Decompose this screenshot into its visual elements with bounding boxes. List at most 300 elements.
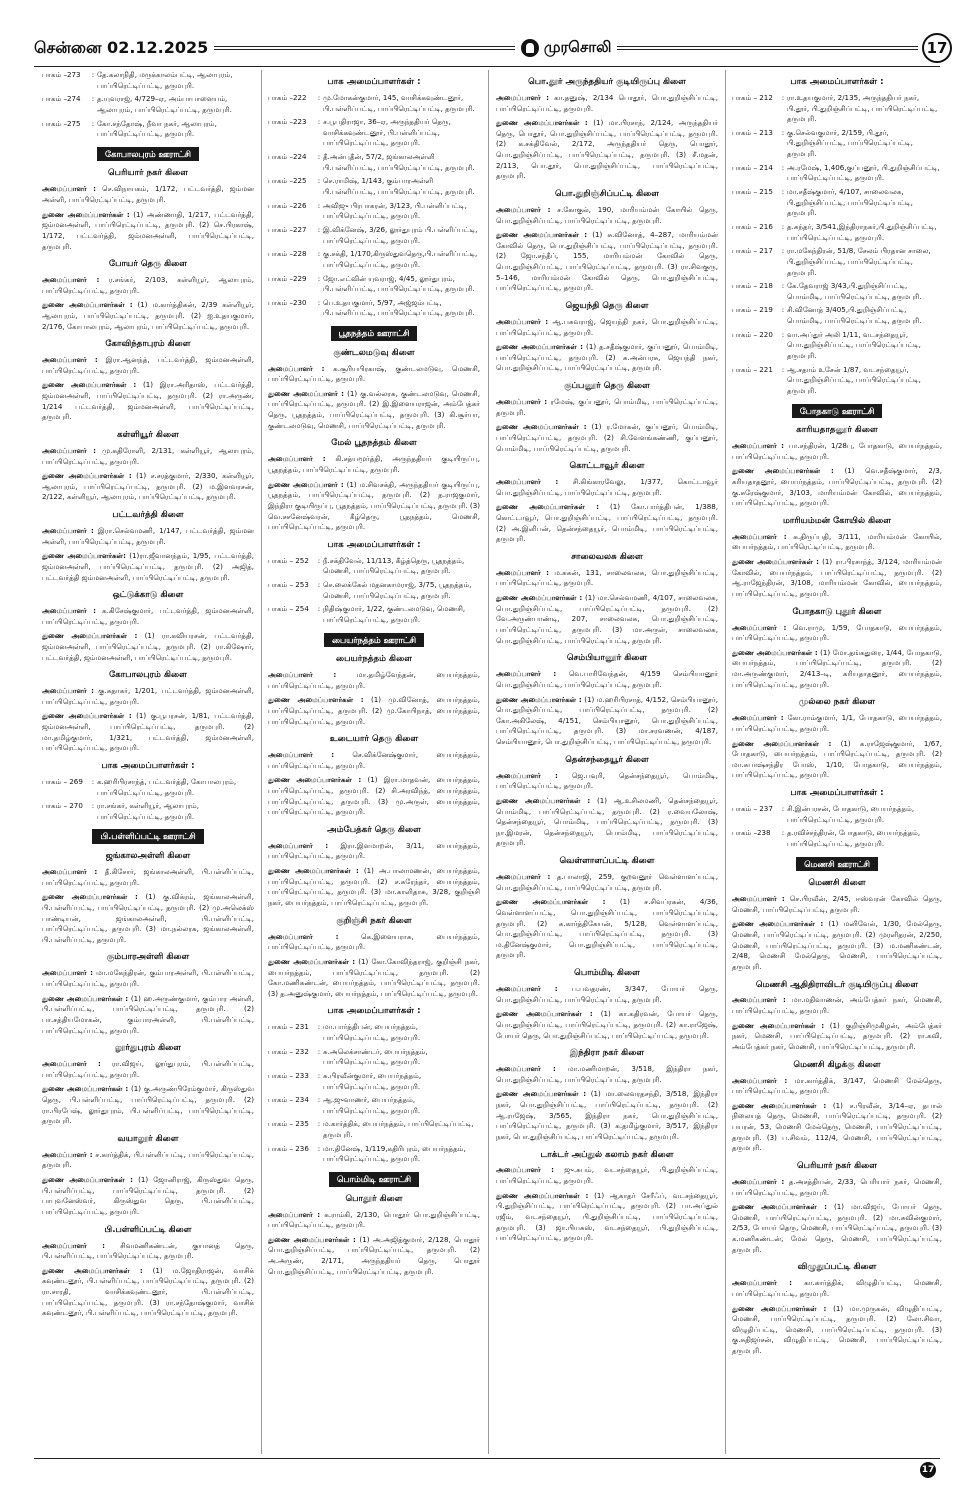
booth-organizer: மா.பார்த்திபன், பையர்நத்தம், பாப்பிரெட்டிப்பட்டி, தருமபுரி. [323,1022,421,1042]
footer-page-number: 17 [920,1462,936,1478]
organizer-details: (1) மோ.தங்கதுரை, 1/44, போதகாடு, பையர்நத்தம், பாப்பிரெட்டிப்பட்டி, தருமபுரி. (2) மா.அருண்குமார், 2/413–டி, கரியதாதனூர், பையர்நத்தம், பாப்பிரெட்டிப்பட்டி, தருமபுரி. [732,647,942,689]
booth-entry [732,281,942,302]
role-label: அமைப்பாளர் : [42,968,93,978]
organizer-details: கா.தனுஷ், 2/134 பொதூர், பொ.துறிஞ்சிப்பட்டி, பாப்பிரெட்டிப்பட்டி, தருமபுரி. [496,92,718,113]
newspaper-name: முரசொலி [543,38,612,56]
booth-entry [268,274,480,295]
organizer-entry [496,397,718,418]
colon-separator: : [317,224,321,234]
branch-heading: பி.பள்ளிப்பட்டி கிளை [104,1224,192,1235]
organizer-entry [496,669,718,690]
booth-number: பாகம் – 212 [732,92,773,102]
organizer-details: மா.தமிழ்வேந்தன், பையர்நத்தம், பாப்பிரெட்டிப்பட்டி, தருமபுரி. [268,670,480,690]
branch-heading: கோவிந்தாபுரம் கிளை [105,339,191,350]
organizer-details: சு.சூரியபிரகாஷ், குண்டலமடுவு, மெணசி, பாப்பிரெட்டிப்பட்டி, தருமபுரி. [268,363,480,384]
organizer-details: (1) மா.செல்வமணி, 4/107, சாலைவலசு, பொ.துறிஞ்சிப்பட்டி, பாப்பிரெட்டிப்பட்டி, தருமபுரி. (2) வே.அருண்பாண்டி, 207, சாலைவலசு, பொ.துறிஞ்சிப்பட்டி, பாப்பிரெட்டிப்பட்டி, தருமபுரி. (3) மா.அருள், சாலைவலசு, பொ.துறிஞ்சிப்பட்டி, பாப்பிரெட்டிப்பட்டி, தருமபுரி. [496,593,718,645]
organizer-entry [496,984,718,1005]
role-label: துணை அமைப்பாளர்கள் : [496,118,588,128]
booth-organizer: ரா.மகேந்திரன், 51/8, சேலம் பிரதான சாலை, பி.துறிஞ்சிப்பட்டி, பாப்பிரெட்டிப்பட்டி, தருமபுரி. [787,246,931,277]
role-label: துணை அமைப்பாளர்கள் : [496,1190,589,1200]
organizer-details: க.ராம்கி, 2/130, பொதூர் பொ.துறிஞ்சிப்பட்டி, பாப்பிரெட்டிப்பட்டி, தருமபுரி. [268,1209,480,1230]
organizer-details: (1) மா.பிரசாந், 2/124, அருந்ததியர் தெரு, பொதூர், பொ.துறிஞ்சிப்பட்டி, பாப்பிரெட்டிப்பட்டி, தருமபுரி. (2) க.சக்திவேல், 2/172, அருந்ததியர் தெரு, பொதூர், பொ.துறிஞ்சிப்பட்டி, பாப்பிரெட்டிப்பட்டி, தருமபுரி. (3) சீ.மதன், 2/113, பொ.தூர், பொ.துறிஞ்சிப்பட்டி, பாப்பிரெட்டிப்பட்டி, தருமபுரி. [496,118,718,181]
organizer-entry [732,466,942,509]
branch-heading: போயர் தெரு கிளை [108,259,187,270]
booth-entry [732,163,942,184]
colon-separator: : [317,1022,321,1032]
colon-separator: : [781,221,785,231]
booth-organizer: த.சுந்தர், 3/541,இந்திராநகர்,பி.துறிஞ்சிப்பட்டி, பாப்பிரெட்டிப்பட்டி, தருமபுரி. [787,221,937,242]
organizer-entry [268,364,480,385]
role-label: துணை அமைப்பாளர்கள் : [42,471,132,481]
organizer-entry [42,1175,254,1218]
colon-separator: : [317,579,321,589]
role-label: துணை அமைப்பாளர்கள் : [496,897,606,907]
role-label: அமைப்பாளர் : [42,275,100,285]
role-label: அமைப்பாளர் : [42,1059,101,1069]
organizer-entry [42,300,254,332]
organizer-entry [42,1266,254,1319]
branch-heading: காரியதாதனூர் கிளை [796,425,878,436]
organizer-details: (1) ச.சிவப்ரகன், 4/36, வெள்ளாளப்பட்டி, பொ.துறிஞ்சிப்பட்டி, பாப்பிரெட்டிப்பட்டி, தருமபுரி. (2) க.கார்த்திகேயன், 5/128, வெள்ளாளப்பட்டி, பொ.துறிஞ்சிப்பட்டி, பாப்பிரெட்டிப்பட்டி, தருமபுரி. (3) ம.தினேஷ்குமார், பொ.துறிஞ்சிப்பட்டி, பாப்பிரெட்டிப்பட்டி, தருமபுரி. [496,897,718,960]
organizer-details: சி.கிங்காரவேலு, 1/377, கொட்டாவூர் பொ.துறிஞ்சிப்பட்டி, பாப்பிரெட்டிப்பட்டி, தருமபுரி. [496,477,718,497]
role-label: அமைப்பாளர் : [732,531,787,541]
booth-entry [732,246,942,278]
rising-sun-logo-icon [521,39,539,57]
branch-heading: பெரியார் நகர் கிளை [796,1161,878,1171]
branch-heading: பொ.துறிஞ்சிப்பட்டி கிளை [554,189,660,200]
organizer-details: கு.சுதாகர், 1/201, பட்டவர்த்தி, ஜம்மனஅள்ளி, பாப்பிரெட்டிப்பட்டி, தருமபுரி. [42,686,254,706]
organizer-details: (1) வெ.சதீஷ்குமார், 2/3, கரியதாதனூர், பையர்நத்தம், பாப்பிரெட்டிப்பட்டி, தருமபுரி. (2) கு.சுரேஷ்குமார், 3/103, மாரியம்மன் கோவில், பையர்நத்தம், பாப்பிரெட்டிப்பட்டி, தருமபுரி. [732,466,942,508]
organizer-entry [732,1304,942,1357]
organizer-entry [42,551,254,583]
organizer-entry [42,526,254,547]
organizer-entry [268,866,480,909]
colon-separator: : [781,329,785,339]
booth-organizer: மு.மோகன்குமார், 145, வாசிக்கவுண்டனூர், பி.பள்ளிப்பட்டி, பாப்பிரெட்டிப்பட்டி, தருமபுரி. [323,92,475,113]
role-label: துணை அமைப்பாளர்கள் : [732,919,824,929]
colon-separator: : [91,94,95,104]
branch-heading: கள்ளியூர் கிளை [117,430,179,441]
organizer-entry [42,275,254,296]
branch-heading: கொட்டாவூர் கிளை [569,461,645,472]
branch-heading: கோபாலபுரம் கிளை [109,670,187,681]
role-label: துணை அமைப்பாளர்கள் : [42,1265,143,1275]
colon-separator: : [781,246,785,256]
panchayat-banner: கோபாலபுரம் ஊராட்சி [97,147,199,162]
organizer-details: த.பாலாஜி, 259, குறவனூர் வெள்ளாளப்பட்டி, பொ.துறிஞ்சிப்பட்டி, பாப்பிரெட்டிப்பட்டி, தருமபுரி. [496,871,718,892]
organizer-entry [42,606,254,627]
organizer-entry [42,1059,254,1080]
role-label: அமைப்பாளர் : [42,184,96,194]
role-label: அமைப்பாளர் : [496,204,551,214]
organizer-details: செ.விக்னேஷ்குமார், பையர்நத்தம், பாப்பிரெட்டிப்பட்டி, தருமபுரி. [268,750,480,770]
organizer-details: (1) கு.அருண்பிரேம்குமார், கிருஸ்துவ தெரு, பி.பள்ளிப்பட்டி, பாப்பிரெட்டிப்பட்டி, தருமபுரி. (2) ரா.பிரபேஷ், லூர்துபுரம், பி.பள்ளிப்பட்டி, பாப்பிரெட்டிப்பட்டி, தருமபுரி. [42,1084,254,1126]
branch-heading: சாலைவலசு கிளை [571,551,643,562]
organizer-details: (1) ம.ஜோதிராஜன், வாசிக் கவுண்டனூர், பி.பள்ளிப்பட்டி, பாப்பிரெட்டிப்பட்டி, தருமபுரி. (2) ரா.சாரதி, வாசிக்கவுண்டனூர், பி.பள்ளிப்பட்டி, பாப்பிரெட்டிப்பட்டி, தருமபுரி. (3) ரா.சந்தோஷ்குமார், வாசிக் கவுண்டனூர், பி.பள்ளிப்பட்டி, பாப்பிரெட்டிப்பட்டி, தருமபுரி. [42,1265,254,1318]
organizer-entry [42,631,254,663]
booth-entry [268,556,480,577]
booth-organizer: கு.செல்வகுமார், 2/159, பி.தூர், பி.துறிஞ்சிப்பட்டி, பாப்பிரெட்டிப்பட்டி, தருமபுரி. [787,127,913,159]
organizer-details: கோ.ராம்குமார், 1/1, போதகாடு, பையர்நத்தம், பாப்பிரெட்டிப்பட்டி, தருமபுரி. [732,713,942,733]
colon-separator: : [317,249,321,259]
role-label: அமைப்பாளர் : [268,1209,321,1219]
booth-number: பாகம் –228 [268,249,307,259]
booth-organizer: சு.பிரவீன்குமார், பையர்நத்தம், பாப்பிரெட்டிப்பட்டி, தருமபுரி. [323,1070,422,1091]
booth-number: பாகம் – 234 [268,1095,309,1105]
organizer-details: மா.மணிமாறன், 3/518, இந்திரா நகர், பொ.துறிஞ்சிப்பட்டி, பாப்பிரெட்டிப்பட்டி, தருமபுரி. [496,1064,718,1084]
colon-separator: : [91,776,95,786]
booth-organizer: த.ரவிச்சந்திரன், போதகாடு, பையர்நத்தம், பாப்பிரெட்டிப்பட்டி, தருமபுரி. [787,828,921,848]
booth-number: பாகம் – 219 [732,305,773,315]
organizer-details: ஜெ.பவுரி, தென்சந்தையூர், பொம்மிடி, பாப்பிரெட்டிப்பட்டி, தருமபுரி. [496,770,718,791]
booth-number: பாகம் –274 [42,94,81,104]
role-label: அமைப்பாளர் : [42,686,94,696]
booth-entry [732,828,942,849]
organizer-details: (1) கா.கதிரவன், போயர் தெரு, பொ.துறிஞ்சிப்பட்டி, பாப்பிரெட்டிப்பட்டி, தருமபுரி. (2) கா.ராஜேஷ், போயர் தெரு, பொ.துறிஞ்சிப்பட்டி, பாப்பிரெட்டிப்பட்டி, தருமபுரி. [496,1009,718,1040]
booth-organizer: கு.சக்தி, 1/170,கிருஸ்துவதெரு,பி.பள்ளிப்பட்டி, பாப்பிரெட்டிப்பட்டி, தருமபுரி. [323,249,478,269]
role-label: துணை அமைப்பாளர்கள் : [496,342,583,352]
organizer-entry [42,968,254,989]
organizer-details: பா.சந்திரன், 1/28பு, போதகாடு, பையர்நத்தம், பாப்பிரெட்டிப்பட்டி, தருமபுரி. [732,441,942,461]
organizer-details: (1) ர.மோகன், குப்பனூர், பொம்மிடி, பாப்பிரெட்டிப்பட்டி, தருமபுரி. (2) சி.வேளங்கண்ணி, குப்பனூர், பொம்மிடி, பாப்பிரெட்டிப்பட்டி, தருமபுரி. [496,422,718,453]
organizer-details: (1) கோ.கோவிந்தராஜ், குறிஞ்சி நகர், பையர்நத்தம், பாப்பிரெட்டிப்பட்டி, தருமபுரி. (2) கோ.மணிகண்டன், பையர்நத்தம், பாப்பிரெட்டிப்பட்டி, தருமபுரி. (3) த.அனுஷ்குமார், பையர்நத்தம், பாப்பிரெட்டிப்பட்டி, தருமபுரி. [268,956,480,998]
panchayat-banner: பூதநத்தம் ஊராட்சி [331,326,418,341]
organizer-entry [268,957,480,1000]
organizer-entry [42,892,254,945]
booth-entry [732,222,942,243]
organizer-details: மா.கார்த்திக், 3/147, மெணசி மேல்தெரு, பாப்பிரெட்டிப்பட்டி, தருமபுரி. [732,1075,942,1096]
organizer-entry [496,477,718,498]
booth-number: பாகம் – 269 [42,776,83,786]
role-label: துணை அமைப்பாளர்கள் : [732,557,820,567]
organizer-entry [732,648,942,691]
branch-heading: மெணசி ஆதிதிராவிடர் குடியிருப்பு கிளை [755,979,919,990]
role-label: துணை அமைப்பாளர்கள் : [496,593,583,603]
role-label: அமைப்பாளர் : [42,526,94,535]
organizer-details: (1) ஜோனிராஜ், கிருஸ்துவ தெரு, பி.பள்ளிப்பட்டி, பாப்பிரெட்டிப்பட்டி, தருமபுரி. (2) பாபுவனேஸ்வர், கிருஸ்துவ தெரு, பி.பள்ளிப்பட்டி, பாப்பிரெட்டிப்பட்டி, தருமபுரி. [42,1175,254,1217]
organizer-details: வெ.ராமு, 1/59, போதகாடு, பையர்நத்தம், பாப்பிரெட்டிப்பட்டி, தருமபுரி. [732,622,942,643]
organizer-details: (1) கோ.பார்த்திபன், 1/388, கொட்டாவூர், பொ.துறிஞ்சிப்பட்டி, பாப்பிரெட்டிப்பட்டி, தருமபுரி. (2) அ.இளிபன், தென்சந்தையூர், பொம்மிடி, பாப்பிரெட்டிப்பட்டி, தருமபுரி. [496,502,718,544]
role-label: துணை அமைப்பாளர்கள் : [496,1089,587,1099]
role-label: துணை அமைப்பாளர்கள் : [732,647,818,657]
branch-heading: டாக்டர் அப்துல் கலாம் நகர் கிளை [540,1149,674,1160]
colon-separator: : [317,555,321,565]
booth-entry [268,249,480,270]
organizer-entry [496,1089,718,1142]
role-label: அமைப்பாளர் : [496,477,559,487]
role-label: அமைப்பாளர் : [496,983,558,993]
booth-organizer: சி.வினோத் 3/405,பி.துறிஞ்சிப்பட்டி, பொம்மிடி, பாப்பிரெட்டிப்பட்டி, தருமபுரி. [787,305,922,326]
role-label: அமைப்பாளர் : [42,1240,105,1250]
column-3 [496,70,718,1454]
booth-number: பாகம் – 252 [268,555,309,565]
role-label: துணை அமைப்பாளர்கள் : [732,1202,827,1212]
role-label: துணை அமைப்பாளர்கள் : [732,1100,827,1110]
panchayat-banner: போதகாடு ஊராட்சி [792,404,883,419]
organizer-details: ஆ.பசுவராஜ், ஜெயந்தி நகர், பொ.துறிஞ்சிப்பட்டி, பாப்பிரெட்டிப்பட்டி, தருமபுரி. [496,316,718,337]
role-label: அமைப்பாளர் : [268,363,325,373]
booth-number: பாகம் – 270 [42,801,83,811]
organizer-entry [268,670,480,691]
organizer-details: கி.சத்யமூர்த்தி, அருந்ததியர் குடியிருப்பு, பூதநத்தம், பாப்பிரெட்டிப்பட்டி, தருமபுரி. [268,454,480,474]
organizer-details: (1) அ.பாலாமணன், பையர்நத்தம், பாப்பிரெட்டிப்பட்டி, தருமபுரி. (2) ச.சுரேந்தர், பையர்நத்தம், பாப்பிரெட்டிப்பட்டி, தருமபுரி. (3) மா.காளிதாசு, 3/28, குறிஞ்சி நகர், பையர்நத்தம், பாப்பிரெட்டிப்பட்டி, தருமபுரி. [268,866,480,908]
page-number-badge: 17 [922,33,952,63]
booth-organizer: பெ.உதயகுமார், 5/97, அஜ்ஜம்பட்டி, பி.பள்ளிப்பட்டி, பாப்பிரெட்டிப்பட்டி, தருமபுரி. [323,297,475,318]
branch-heading: வெள்ளாளப்பட்டி கிளை [559,856,655,867]
booth-number: பாகம் – 232 [268,1046,309,1056]
branch-heading: ஜங்காலஅள்ளி கிளை [105,851,191,862]
organizer-entry [268,841,480,862]
organizer-details: (1) மா.முருகன், விழுதிப்பட்டி, மெணசி, பாப்பிரெட்டிப்பட்டி, தருமபுரி. (2) லோ.சிவா, விழுதிப்பட்டி, மெணசி, பாப்பிரெட்டிப்பட்டி, தருமபுரி. (3) கு.சுதிஜர்சன், விழுதிப்பட்டி, மெணசி, பாப்பிரெட்டிப்பட்டி, தருமபுரி. [732,1303,942,1356]
role-label: துணை அமைப்பாளர்கள் : [42,1175,133,1185]
colon-separator: : [317,1070,321,1080]
organizer-entry [268,454,480,475]
branch-heading: குண்டலமடுவு கிளை [333,347,415,358]
booth-entry [42,119,254,140]
organizer-entry [496,1064,718,1085]
organizer-details: இரா.ஆனந்த், பட்டவர்த்தி, ஜம்மனஅள்ளி, பாப்பிரெட்டிப்பட்டி, தருமபுரி. [42,355,254,375]
branch-heading: லூர்துபுரம் கிளை [114,1043,182,1054]
organizer-details: ஜு.சுபம், வடசந்தையூர், பி.துறிஞ்சிப்பட்டி, பாப்பிரெட்டிப்பட்டி, தருமபுரி. [496,1165,718,1186]
booth-number: பாகம் –275 [42,118,81,128]
organizer-details: (1) அ.அஜித்குமார், 2/128, பொதூர் பொ.துறிஞ்சிப்பட்டி, பாப்பிரெட்டிப்பட்டி, தருமபுரி. (2) அ.அருண், 2/171, அருந்ததியர் தெரு, பொதூர் பொ.துறிஞ்சிப்பட்டி, பாப்பிரெட்டிப்பட்டி, தருமபுரி. [268,1234,480,1276]
role-label: துணை அமைப்பாளர்கள் : [42,993,129,1003]
role-label: அமைப்பாளர் : [42,866,98,876]
booth-entry [732,93,942,125]
booth-organizer: தீ.அன்புதீன், 57/2, ஜங்காலஅள்ளி பி.பள்ளிப்பட்டி, பாப்பிரெட்டிப்பட்டி, தருமபுரி. [323,152,475,172]
colon-separator: : [317,1046,321,1056]
branch-heading: பொம்மிடி கிளை [574,968,640,979]
booth-number: பாகம் – 254 [268,604,309,614]
organizer-details: (1) இரா.மாதவன், பையர்நத்தம், பாப்பிரெட்டிப்பட்டி, தருமபுரி. (2) சி.அரவிந்த், பையர்நத்தம், பாப்பிரெட்டிப்பட்டி, தருமபுரி. (3) மு.அருள், பையர்நத்தம், பாப்பிரெட்டிப்பட்டி, தருமபுரி. [268,775,480,817]
organizer-details: தீ.கிசோர், ஜங்காலஅள்ளி, பி.பள்ளிப்பட்டி, பாப்பிரெட்டிப்பட்டி, தருமபுரி. [42,866,254,887]
role-label: அமைப்பாளர் : [732,1176,785,1186]
booth-organizer: தே.கலாநிதி, மருக்காலம்பட்டி, ஆலாபுரம், பாப்பிரெட்டிப்பட்டி, தருமபுரி. [97,70,233,90]
masthead [34,36,952,60]
booth-organizer: நீ.சக்திவேல், 11/113, கீழ்த்தெரு, பூதநத்தம், மெணசி, பாப்பிரெட்டிப்பட்டி, தருமபுரி. [323,555,465,576]
booth-entry [268,580,480,601]
booth-organizer: சி.இன்பரசன், போதகாடு, பையர்நத்தம், பாப்பிரெட்டிப்பட்டி, தருமபுரி. [787,803,915,824]
organizer-entry [42,1241,254,1262]
booth-entry [42,777,254,798]
branch-heading: வயாலூர் கிளை [117,1133,179,1144]
colon-separator: : [317,92,321,102]
booth-organizer: அ.ரமேஷ், 1,406,குப்பனூர், பி.துறிஞ்சிப்பட்டி, பாப்பிரெட்டிப்பட்டி, தருமபுரி. [787,162,940,183]
organizer-entry [732,1076,942,1097]
role-label: அமைப்பாளர் : [496,1165,554,1175]
column-divider [261,70,262,1454]
organizer-entry [268,750,480,771]
organizer-details: (1) இரா.அரிதாஸ், பட்டவர்த்தி, ஜம்மனஅள்ளி, பாப்பிரெட்டிப்பட்டி, தருமபுரி. (2) ரா.அருண், 1/214 பட்டவர்த்தி, ஜம்மனஅள்ளி, பாப்பிரெட்டிப்பட்டி, தருமபுரி. [42,380,254,422]
panchayat-banner: பையர்நத்தம் ஊராட்சி [324,633,424,648]
organizer-details: (1) குறிஞ்சிமுகிழன், அம்பேத்கர் நகர், மெணசி, பாப்பிரெட்டிப்பட்டி, தருமபுரி. (2) ரா.கவி, அம்பேத்கர் நகர், மெணசி, பாப்பிரெட்டிப்பட்டி, தருமபுரி. [732,1020,942,1051]
role-label: அமைப்பாளர் : [496,669,557,679]
role-label: அமைப்பாளர் : [268,931,339,941]
role-label: அமைப்பாளர் : [496,316,549,326]
organizer-entry [496,568,718,589]
booth-organizer: சு.அலெக்சாண்டர், பையர்நத்தம், பாப்பிரெட்டிப்பட்டி, தருமபுரி. [323,1046,428,1067]
organizer-entry [268,1235,480,1278]
footer-rule [34,1458,940,1459]
organizer-details: (1) ச.சரத்குமார், 2/330, கள்ளியூர், ஆலாபுரம், பாப்பிரெட்டிப்பட்டி, தருமபுரி. (2) ம.இளவரசன், 2/122, கள்ளியூர், ஆலாபுரம், பாப்பிரெட்டிப்பட்டி, தருமபுரி. [42,471,254,502]
branch-heading: ஜெயந்தி தெரு கிளை [565,301,649,312]
booth-organizer: ரா.சங்கர், கள்ளியூர், ஆலாபுரம், பாப்பிரெட்டிப்பட்டி, தருமபுரி. [97,801,200,821]
role-label: துணை அமைப்பாளர்கள் : [268,1234,356,1244]
branch-heading: ஒட்டுக்காடு கிளை [112,590,184,601]
booth-number: பாகம் –229 [268,273,307,283]
colon-separator: : [781,305,785,315]
organizer-entry [732,919,942,972]
organizer-details: த.அசத்தியன், 2/33, பெரியார் நகர், மெணசி, பாப்பிரெட்டிப்பட்டி, தருமபுரி. [732,1176,942,1197]
organizer-entry [42,446,254,467]
role-label: அமைப்பாளர் : [496,397,548,407]
organizer-entry [496,695,718,748]
role-label: அமைப்பாளர் : [732,1075,788,1085]
organizer-details: (1) மா.லைவரதசந்தி, 3/518, இந்திரா நகர், பொ.துறிஞ்சிப்பட்டி, பாப்பிரெட்டிப்பட்டி, தருமபுரி. (2) ஆ.ராஜேஷ், 3/565, இந்திரா நகர், பொ.துறிஞ்சிப்பட்டி, பாப்பிரெட்டிப்பட்டி, தருமபுரி. (3) க.தமிழ்குமார், 3/517, இந்திரா நகர், பொ.துறிஞ்சிப்பட்டி, பாப்பிரெட்டிப்பட்டி, தருமபுரி. [496,1089,718,1141]
role-label: துணை அமைப்பாளர்கள் : [496,230,588,240]
booth-organizer: நிதிஷ்குமார், 1/22, குண்டலமடுவு, மெணசி, பாப்பிரெட்டிப்பட்டி, தருமபுரி. [323,604,466,624]
booth-number: பாகம் – 237 [732,803,773,813]
branch-heading: மெணசி கிழக்கு கிளை [793,1059,881,1070]
organizer-details: கெ.இளையராசு, பையர்நத்தம், பாப்பிரெட்டிப்பட்டி, தருமபுரி. [268,931,480,952]
organizer-entry [268,775,480,818]
role-label: அமைப்பாளர் : [732,622,787,632]
organizer-details: (1) ஹ.அருண்குமார், கும்பார அள்ளி, பி.பள்ளிப்பட்டி, பாப்பிரெட்டிப்பட்டி, தருமபுரி. (2) பா.சத்தியமோகன், கும்பாரஅள்ளி, பி.பள்ளிப்பட்டி, பாப்பிரெட்டிப்பட்டி, தருமபுரி. [42,993,254,1035]
booth-entry [42,94,254,115]
branch-heading: குப்பனூர் தெரு கிளை [564,381,650,392]
organizer-details: (1) ரா.கவியரசன், பட்டவர்த்தி, ஜம்மனஅள்ளி, பாப்பிரெட்டிப்பட்டி, தருமபுரி. (2) ரா.கிஷோர், பட்டவர்த்தி, ஜம்மனஅள்ளி, பாப்பிரெட்டிப்பட்டி, தருமபுரி. [42,631,254,662]
booth-entry [268,1119,480,1140]
organizer-entry [732,1202,942,1255]
booth-organizer: கே.தேவராஜ் 3/43,பி.துறிஞ்சிப்பட்டி, பொம்மிடி, பாப்பிரெட்டிப்பட்டி, தருமபுரி. [787,281,922,301]
organizer-entry [732,532,942,553]
organizer-details: மா.மகேந்திரன், கும்பாரஅள்ளி, பி.பள்ளிப்பட்டி, பாப்பிரெட்டிப்பட்டி, தருமபுரி. [42,968,254,988]
masthead-rule-right [617,46,918,50]
organizer-details: ம.சுகன், 131, சாலைவலசு, பொ.துறிஞ்சிப்பட்டி, பாப்பிரெட்டிப்பட்டி, தருமபுரி. [496,567,718,588]
booth-number: பாகம் –225 [268,176,307,186]
role-label: அமைப்பாளர் : [732,995,786,1005]
branch-heading: பாக அமைப்பாளர்கள் : [327,77,421,87]
role-label: துணை அமைப்பாளர்கள் : [496,694,582,704]
role-label: துணை அமைப்பாளர்கள் : [732,738,832,748]
booth-number: பாகம் –226 [268,200,307,210]
organizer-details: (1) ம.ஹரிபிரசாத், 4/152, செம்பியானூர், பொ.துறிஞ்சிப்பட்டி, பாப்பிரெட்டிப்பட்டி, தருமபுரி. (2) கோ.அகிலேஷ், 4/151, செம்பியானூர், பொ.துறிஞ்சிப்பட்டி, பாப்பிரெட்டிப்பட்டி, தருமபுரி. (3) மா.சரவணன், 4/187, செம்பியானூர், பொ.துறிஞ்சிப்பட்டி, பாப்பிரெட்டிப்பட்டி, தருமபுரி. [496,694,718,747]
branch-heading: மெணசி கிளை [808,878,866,889]
branch-heading: பாக அமைப்பாளர்கள் : [101,761,195,772]
organizer-details: (1) அண்ணாதி, 1/217, பட்டவர்த்தி, ஜம்மனஅள்ளி, பாப்பிரெட்டிப்பட்டி, தருமபுரி. (2) செ.பிரகாஷ், 1/172, பட்டவர்த்தி, ஜம்மனஅள்ளி, பாப்பிரெட்டிப்பட்டி, தருமபுரி. [42,209,254,251]
organizer-details: ப.பவதரண், 3/347, போயர் தெரு, பொ.துறிஞ்சிப்பட்டி, பாப்பிரெட்டிப்பட்டி, தருமபுரி. [496,983,718,1004]
colon-separator: : [91,70,95,79]
booth-number: பாகம் – 231 [268,1022,309,1032]
branch-heading: பொ.தூர் அருந்ததியர் குடியிருப்பு கிளை [528,77,686,87]
organizer-details: (1) கு.விக்ரம், ஜங்காலஅள்ளி, பி.பள்ளிப்பட்டி, பாப்பிரெட்டிப்பட்டி, தருமபுரி. (2) மு.அலெக்ஸ் பாண்டியன், ஜங்காலஅள்ளி, பி.பள்ளிப்பட்டி, பாப்பிரெட்டிப்பட்டி, தருமபுரி. (3) மா.நல்லரசு, ஜங்காலஅள்ளி, பி.பள்ளிப்பட்டி, தருமபுரி. [42,892,254,944]
organizer-entry [732,995,942,1016]
branch-heading: பட்டவர்த்தி கிளை [112,510,184,521]
organizer-entry [42,471,254,503]
role-label: அமைப்பாளர் : [268,750,335,760]
role-label: அமைப்பாளர் : [732,441,785,451]
column-2 [268,70,480,1454]
organizer-details: ரா.விஜய், லூர்துபுரம், பி.பள்ளிப்பட்டி, பாப்பிரெட்டிப்பட்டி, தருமபுரி. [42,1059,254,1079]
booth-number: பாகம் – 235 [268,1119,309,1129]
organizer-entry [42,867,254,888]
booth-organizer: ஆ.ஜுவாணர், பையர்நத்தம், பாப்பிரெட்டிப்பட்டி, தருமபுரி. [323,1095,421,1115]
organizer-details: ச.கோகுல், 190, மாரியம்மன் கோயில் தெரு, பொ.துறிஞ்சிப்பட்டி, பாப்பிரெட்டிப்பட்டி, தருமபுரி. [496,204,718,225]
role-label: துணை அமைப்பாளர்கள் : [268,866,359,876]
organizer-entry [732,557,942,600]
organizer-details: (1)ரா.ஜீவானந்தம், 1/95, பட்டவர்த்தி, ஜம்மனஅள்ளி, பாப்பிரெட்டிப்பட்டி, தருமபுரி. (2) அஜித், பட்டவர்த்தி ஜம்மனஅள்ளி, பாப்பிரெட்டிப்பட்டி, தருமபுரி. [42,551,254,582]
role-label: அமைப்பாளர் : [732,713,784,723]
booth-entry [268,93,480,114]
organizer-details: (1) ஆ.உசிலமணி, தென்சந்தையூர், பொம்மிடி, பாப்பிரெட்டிப்பட்டி, தருமபுரி. (2) ர.வையலோஷ், தென்சந்தையூர், பொம்மிடி, பாப்பிரெட்டிப்பட்டி, தருமபுரி. (3) நா.இமரன், தென்சந்தையூர், பொம்மிடி, பாப்பிரெட்டிப்பட்டி, தருமபுரி. [496,795,718,848]
booth-number: பாகம் –223 [268,117,307,127]
organizer-entry [42,184,254,205]
organizer-entry [42,711,254,754]
organizer-entry [42,1150,254,1171]
organizer-entry [496,1009,718,1041]
colon-separator: : [91,801,95,811]
booth-organizer: கோ.சந்தோஷ், நீவா நகர், ஆலாபுரம், பாப்பிரெட்டிப்பட்டி, தருமபுரி. [97,118,217,139]
column-1 [42,70,254,1454]
booth-entry [732,128,942,160]
branch-heading: விழுதுப்பட்டி கிளை [797,1262,877,1273]
booth-number: பாகம் –222 [268,92,307,102]
organizer-entry [268,695,480,727]
organizer-entry [496,872,718,893]
organizer-details: செ.விநாயகம், 1/172, பட்டவர்த்தி, ஜம்மன அள்ளி, பாப்பிரெட்டிப்பட்டி, தருமபுரி. [42,184,254,204]
organizer-details: (1) ம.கார்த்திகன், 2/39 கள்ளியூர், ஆலாபுரம், பாப்பிரெட்டிப்பட்டி, தருமபுரி. (2) ஐ.உதயகுமார், 2/176, கோபாலபுரம், ஆலாபுரம், பாப்பிரெட்டிப்பட்டி, தருமபுரி. [42,300,254,331]
role-label: அமைப்பாளர் : [732,1278,792,1288]
role-label: அமைப்பாளர் : [496,92,549,102]
booth-number: பாகம் –238 [732,828,771,838]
booth-entry [268,1047,480,1068]
organizer-entry [42,380,254,423]
booth-organizer: வா.அப்துர் அலி 1/11, வடசந்தையூர், பொ.துறிஞ்சிப்பட்டி, பாப்பிரெட்டிப்பட்டி, தருமபுரி. [787,329,921,360]
booth-number: பாகம் – 253 [268,579,309,589]
organizer-details: க.கிசேஷ்குமார், பட்டவர்த்தி, ஜம்மனஅள்ளி, பாப்பிரெட்டிப்பட்டி, தருமபுரி. [42,606,254,626]
organizer-details: ர.சங்கர், 2/103, கள்ளியூர், ஆலாபுரம், பாப்பிரெட்டிப்பட்டி, தருமபுரி. [42,275,254,295]
organizer-entry [496,317,718,338]
role-label: துணை அமைப்பாளர்கள் : [42,1084,129,1094]
organizer-details: மு.சுதிரோளி, 2/131, கள்ளியூர், ஆலாபுரம், பாப்பிரெட்டிப்பட்டி, தருமபுரி. [42,445,254,466]
role-label: துணை அமைப்பாளர்கள் : [42,892,138,902]
branch-heading: மேல் பூதநத்தம் கிளை [331,438,417,449]
organizer-entry [496,1165,718,1186]
organizer-details: (1) மு.வினோத், பையர்நத்தம், பாப்பிரெட்டிப்பட்டி, தருமபுரி. (2) மு.கோபிநாத், பையர்நத்தம், பாப்பிரெட்டிப்பட்டி, தருமபுரி. [268,695,480,726]
role-label: துணை அமைப்பாளர்கள் : [268,775,362,785]
organizer-details: (1) மா.விஜய், போயர் தெரு, மெணசி, பாப்பிரெட்டிப்பட்டி, தருமபுரி. (2) மா.சுவின்குமார், 2/53, போயர் தெரு, மெணசி, பாப்பிரெட்டிப்பட்டி, தருமபுரி. (3) க.மணிகண்டன், மேல் தெரு, மெணசி, பாப்பிரெட்டிப்பட்டி, தருமபுரி. [732,1202,942,1254]
colon-separator: : [781,162,785,172]
organizer-entry [496,796,718,849]
organizer-entry [496,1191,718,1244]
organizer-entry [496,897,718,961]
booth-entry [732,365,942,397]
organizer-entry [732,1278,942,1299]
panchayat-banner: பொம்மிடி ஊராட்சி [329,1172,419,1187]
branch-heading: பாக அமைப்பாளர்கள் : [790,788,884,799]
role-label: துணை அமைப்பாளர்கள் : [732,1020,825,1030]
booth-entry [42,70,254,91]
branch-heading: கும்பாரஅள்ளி கிளை [106,952,190,963]
organizer-entry [496,342,718,374]
booth-organizer: ஆ.சதாம் உசேன் 1/87, வடசந்தையூர், பொ.துறிஞ்சிப்பட்டி, பாப்பிரெட்டிப்பட்டி, தருமபுரி. [787,364,921,395]
colon-separator: : [317,604,321,614]
role-label: துணை அமைப்பாளர்கள் : [496,1009,593,1019]
branch-heading: குறிஞ்சி நகர் கிளை [336,915,412,926]
role-label: அமைப்பாளர் : [42,606,96,616]
branch-heading: செம்பியானூர் கிளை [566,653,648,664]
role-label: துணை அமைப்பாளர்கள் : [268,956,356,966]
